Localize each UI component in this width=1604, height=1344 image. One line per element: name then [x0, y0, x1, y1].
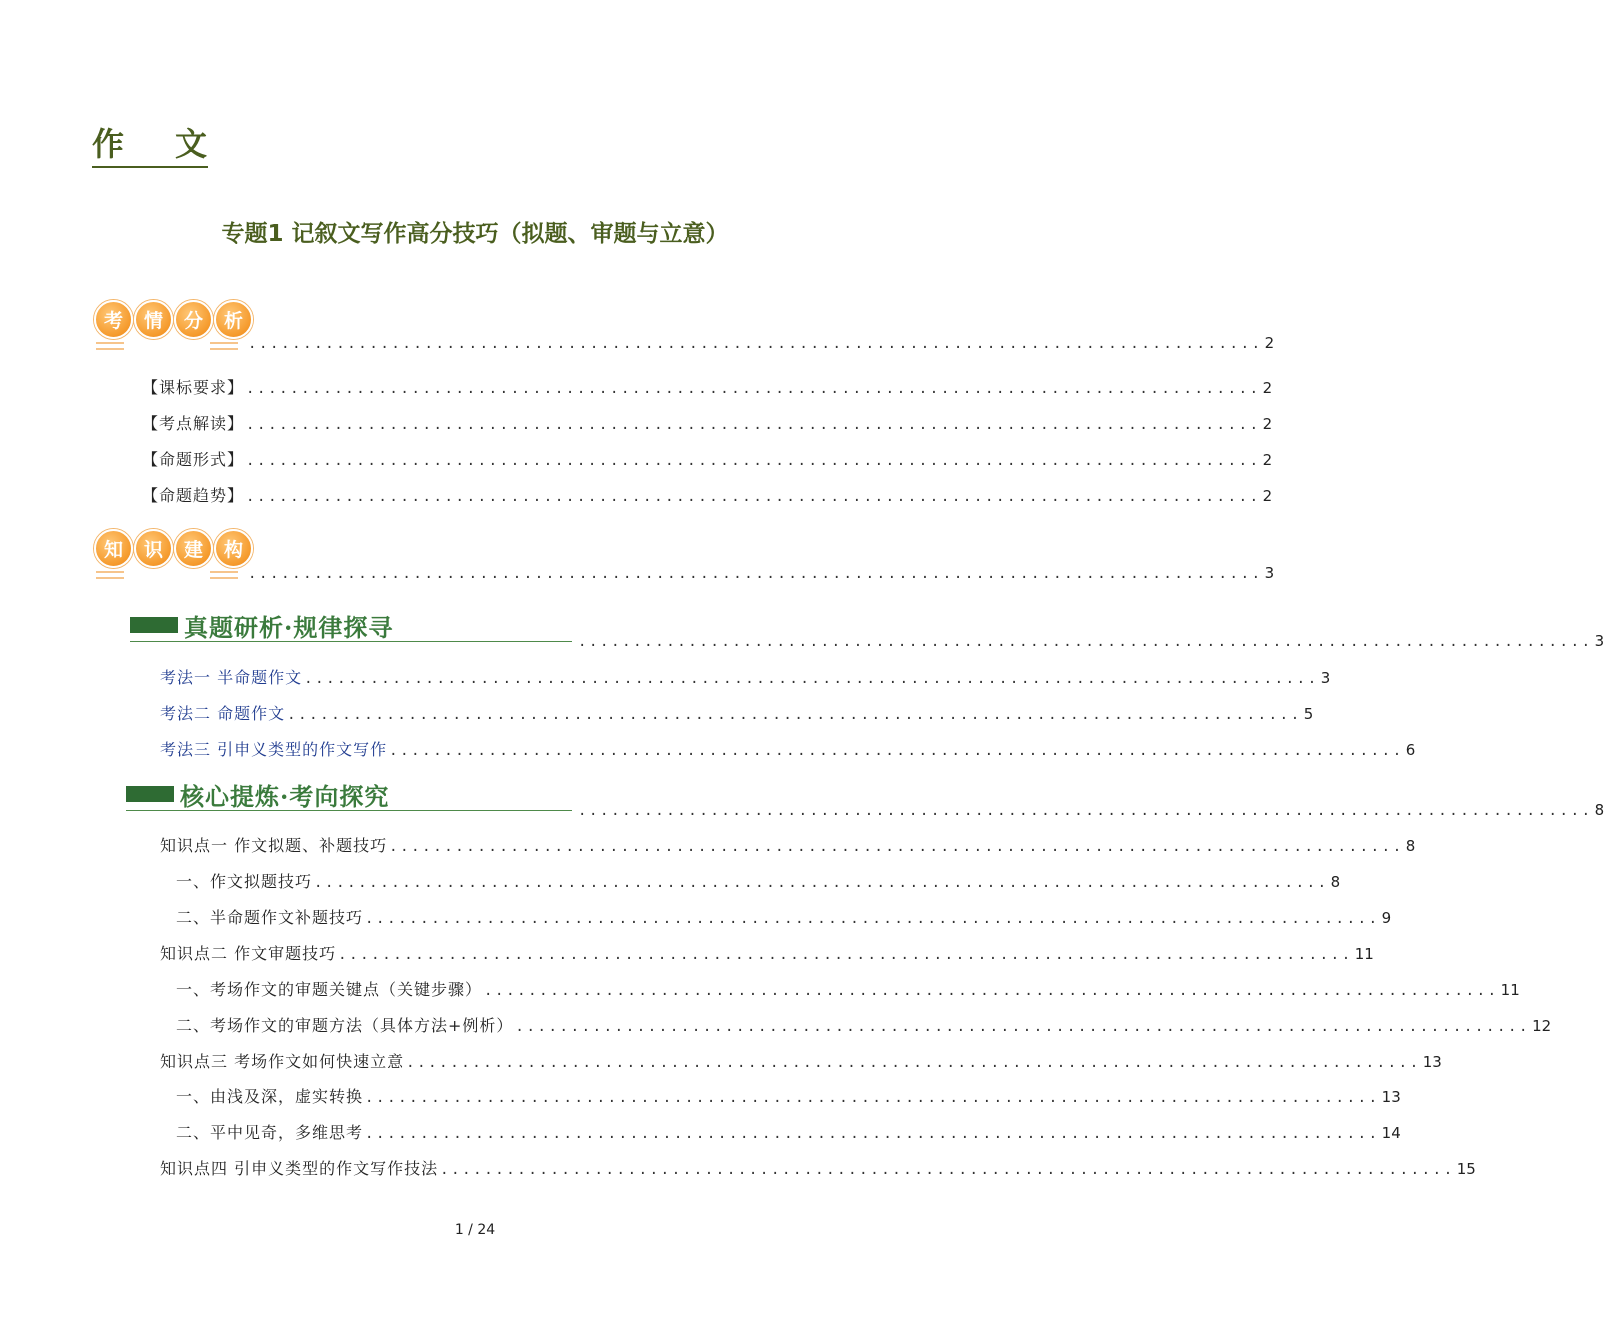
toc-page: 8: [1330, 873, 1341, 891]
toc-page: 13: [1422, 1053, 1442, 1071]
document-title: [92, 124, 208, 168]
section-header-core: [126, 779, 389, 809]
section-title: 真题研析·规律探寻: [184, 612, 394, 642]
toc-leader: ............................................................................................: [287, 707, 1302, 723]
toc-page: 2: [1262, 379, 1273, 397]
toc-page: 3: [1264, 564, 1275, 582]
toc-leader: ............................................................................................: [246, 381, 1261, 397]
toc-entry[interactable]: [176, 979, 1520, 1002]
toc-entry[interactable]: [176, 1122, 1401, 1145]
toc-leader: ............................................................................................: [248, 336, 1263, 352]
toc-page: 15: [1456, 1160, 1476, 1178]
section-underline: [130, 641, 572, 642]
toc-leader: ............................................................................................: [515, 1019, 1531, 1035]
badge-char: 识: [134, 529, 173, 568]
title-part2: 文: [175, 125, 209, 163]
toc-entry[interactable]: [160, 703, 1314, 726]
toc-leader: ............................................................................................: [365, 911, 1380, 927]
badge-char: 构: [214, 529, 253, 568]
toc-page: 8: [1594, 801, 1604, 819]
toc-page: 14: [1381, 1124, 1401, 1142]
knowledge-badge: [94, 529, 253, 575]
toc-entry[interactable]: [142, 413, 1273, 436]
toc-leader: ............................................................................................: [304, 671, 1319, 687]
section-bar: [126, 786, 174, 802]
toc-label: 知识点二 作文审题技巧: [160, 944, 337, 963]
toc-entry[interactable]: [160, 1158, 1476, 1181]
toc-entry[interactable]: [142, 377, 1273, 400]
toc-entry[interactable]: [160, 943, 1374, 966]
badge-underline: [210, 342, 238, 350]
badge-underline: [210, 571, 238, 579]
toc-entry[interactable]: [176, 871, 1341, 894]
toc-label: 【命题趋势】: [142, 486, 245, 505]
toc-leader: ............................................................................................: [406, 1055, 1421, 1071]
toc-leader: ............................................................................................: [389, 743, 1404, 759]
toc-leader: ............................................................................................: [314, 875, 1329, 891]
toc-page: 8: [1405, 837, 1416, 855]
section-underline: [126, 810, 572, 811]
toc-label: 知识点一 作文拟题、补题技巧: [160, 836, 388, 855]
badge-underline: [96, 571, 124, 579]
toc-label: 【命题形式】: [142, 450, 245, 469]
toc-leader: ............................................................................................: [578, 803, 1593, 819]
toc-label: 考法二 命题作文: [160, 704, 286, 723]
toc-page: 11: [1500, 981, 1520, 999]
toc-entry-section2[interactable]: [576, 799, 1604, 822]
badge-char: 建: [174, 529, 213, 568]
toc-entry[interactable]: [142, 485, 1273, 508]
toc-label: 二、考场作文的审题方法（具体方法+例析）: [176, 1016, 514, 1035]
toc-page: 2: [1262, 415, 1273, 433]
toc-page: 12: [1532, 1017, 1552, 1035]
toc-entry[interactable]: [160, 667, 1331, 690]
badge-underline: [96, 342, 124, 350]
toc-label: 考法一 半命题作文: [160, 668, 303, 687]
toc-page: 11: [1354, 945, 1374, 963]
toc-page: 5: [1303, 705, 1314, 723]
badge-char: 情: [134, 300, 173, 339]
badge-char: 分: [174, 300, 213, 339]
toc-label: 【课标要求】: [142, 378, 245, 397]
toc-entry[interactable]: [160, 739, 1416, 762]
toc-entry-knowledge[interactable]: [246, 562, 1275, 585]
toc-label: 一、由浅及深，虚实转换: [176, 1087, 364, 1106]
toc-leader: ............................................................................................: [338, 947, 1353, 963]
badge-char: 考: [94, 300, 133, 339]
section-header-exam-analysis: [130, 610, 393, 640]
toc-label: 二、平中见奇，多维思考: [176, 1123, 364, 1142]
toc-entry-analysis[interactable]: [246, 332, 1275, 355]
toc-label: 知识点四 引申义类型的作文写作技法: [160, 1159, 439, 1178]
toc-entry[interactable]: [160, 1051, 1442, 1074]
toc-entry[interactable]: [176, 1015, 1552, 1038]
toc-page: 2: [1264, 334, 1275, 352]
toc-leader: ............................................................................................: [365, 1126, 1380, 1142]
toc-page: 2: [1262, 451, 1273, 469]
toc-leader: ............................................................................................: [246, 489, 1261, 505]
page-number: 1 / 24: [454, 1222, 496, 1238]
toc-entry[interactable]: [176, 907, 1392, 930]
toc-page: 3: [1320, 669, 1331, 687]
toc-leader: ............................................................................................: [246, 453, 1261, 469]
toc-leader: ............................................................................................: [365, 1090, 1380, 1106]
toc-label: 一、考场作文的审题关键点（关键步骤）: [176, 980, 483, 999]
toc-page: 3: [1594, 632, 1604, 650]
toc-page: 9: [1381, 909, 1392, 927]
toc-leader: ............................................................................................: [484, 983, 1499, 999]
toc-leader: ............................................................................................: [578, 634, 1593, 650]
badge-char: 析: [214, 300, 253, 339]
toc-entry[interactable]: [142, 449, 1273, 472]
toc-entry-section1[interactable]: [576, 630, 1604, 653]
section-bar: [130, 617, 178, 633]
section-title: 核心提炼·考向探究: [180, 781, 390, 811]
toc-leader: ............................................................................................: [389, 839, 1404, 855]
toc-leader: ............................................................................................: [248, 566, 1263, 582]
toc-label: 二、半命题作文补题技巧: [176, 908, 364, 927]
toc-leader: ............................................................................................: [440, 1162, 1455, 1178]
toc-page: 13: [1381, 1088, 1401, 1106]
toc-entry[interactable]: [160, 835, 1416, 858]
toc-label: 【考点解读】: [142, 414, 245, 433]
toc-page: 2: [1262, 487, 1273, 505]
toc-leader: ............................................................................................: [246, 417, 1261, 433]
toc-label: 一、作文拟题技巧: [176, 872, 313, 891]
analysis-badge: [94, 300, 253, 346]
toc-entry[interactable]: [176, 1086, 1401, 1109]
toc-page: 6: [1405, 741, 1416, 759]
topic-subtitle: 专题1 记叙文写作高分技巧（拟题、审题与立意）: [221, 221, 729, 247]
toc-label: 考法三 引申义类型的作文写作: [160, 740, 388, 759]
title-part1: 作: [92, 125, 126, 163]
badge-char: 知: [94, 529, 133, 568]
toc-label: 知识点三 考场作文如何快速立意: [160, 1052, 405, 1071]
